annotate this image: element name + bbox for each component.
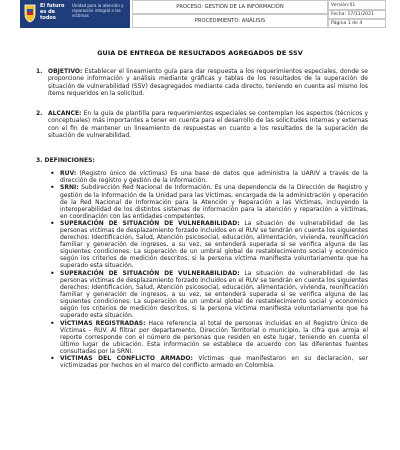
definition-term: VÍCTIMAS REGISTRADAS:	[60, 319, 146, 327]
version-cell: Versión:01	[328, 0, 386, 10]
document-header	[20, 0, 386, 37]
coat-of-arms-icon	[23, 3, 37, 23]
definition-term: SUPERACIÓN DE SITUACIÓN DE VULNERABILIDAD:	[60, 220, 240, 228]
definition-item	[60, 170, 368, 184]
definition-item	[60, 355, 368, 369]
definition-term: RUV:	[60, 170, 77, 177]
document-title: GUIA DE ENTREGA DE RESULTADOS AGREGADOS DE SSV	[97, 49, 303, 57]
definition-text: La situación de vulnerabilidad de las personas víctimas de desplazamiento forzado incluidos en el RUV se tendrán en cuenta los siguientes derechos: Identificación, Salud, Atención psicosocial, educación, alimentación, vivienda, reunificación familiar y generación de ingresos, a su vez, se entenderá superada si se verifica alguna de las siguientes condiciones: La superación de un umbral global de restablecimiento social y económico según los criterios de medición descritos, si la persona víctima manifiesta voluntariamente que ha superado esta situación.	[60, 220, 368, 270]
definition-term: VÍCTIMAS DEL CONFLICTO ARMADO:	[60, 355, 193, 363]
definition-text: (Registro único de víctimas) Es una base de datos que administra la UARIV a través de la dirección de registro y gestión de la información.	[60, 170, 368, 185]
definition-text: Víctimas que manifestaron en su declaración, ser victimizadas por hechos en el marco del conflicto armado en Colombia.	[60, 355, 368, 370]
section-number: 1.	[36, 68, 43, 75]
definition-term: SUPERACIÓN DE SITUACIÓN DE VULNERABILIDAD:	[60, 269, 240, 277]
section-alcance	[36, 110, 368, 139]
definition-item	[60, 220, 368, 269]
definition-text: Hace referencia al total de personas incluidas en el Registro Único de Víctimas - RUV. Al filtrar por departamento, Dirección Territorial o municipio, la cifra que arroja el reporte corresponde con el número de personas que residen en este lugar, teniendo en cuenta el último lugar de ubicación. Esta información se establece de acuerdo con las diferentes fuentes consultadas por la SRNI.	[60, 319, 368, 355]
section-number: 2.	[36, 110, 43, 117]
section-text: En la guía de plantilla para requerimientos especiales se contemplan los aspectos (técnicos y conceptuales) más importantes a tener en cuenta para el desarrollo de las solicitudes internas y externas con el fin de mantener un lineamiento de respuestas en cuanto a los resultados de la superación de situación de vulnerabilidad.	[48, 110, 368, 139]
section-body	[48, 68, 368, 97]
definition-text: Subdirección Red Nacional de Información. Es una dependencia de la Dirección de Registro y gestión de la Información de la Unidad para las Víctimas, encargada de la administración y operación de la Red Nacional de Información para la Atención y Reparación a las Víctimas, incluyendo la interoperabilidad de los distintos sistemas de información para la atención y reparación a víctimas, en coordinación con las entidades competentes.	[60, 184, 368, 220]
date-cell: Fecha: 17/11/2021	[328, 10, 386, 19]
definition-term: SRNI:	[60, 184, 79, 192]
logo-entity-name: Unidad para la atención y reparación integral a las víctimas	[72, 3, 124, 18]
section-label: OBJETIVO:	[48, 68, 83, 75]
section-body	[48, 110, 368, 139]
section-text: Establecer el lineamiento guía para dar respuesta a los requerimientos especiales, donde se proporcione información y análisis mediante gráficas y tablas de los resultados de la superación de situación de vulnerabilidad (SSV) desagregados mediante cada directo, teniendo en cuenta así mismo los ítems requeridos en la solicitud.	[48, 68, 368, 97]
definitions-list	[60, 170, 368, 370]
government-logo	[20, 0, 130, 28]
section-label: ALCANCE:	[48, 110, 82, 117]
definitions-heading: 3. DEFINICIONES:	[36, 157, 95, 164]
definition-item	[60, 320, 368, 355]
definition-item	[60, 184, 368, 219]
process-cell: PROCESO: GESTIÓN DE LA INFORMACIÓN	[132, 0, 328, 14]
section-objetivo	[36, 68, 368, 97]
page-number-cell: Página 1 de 4	[328, 19, 386, 28]
definition-item	[60, 270, 368, 319]
definition-text: La situación de vulnerabilidad de las personas víctimas de desplazamiento forzado incluidos en el RUV se tendrán en cuenta los siguientes derechos: Identificación, Salud, Atención psicosocial, educación, alimentación, vivienda, reunificación familiar y generación de ingresos, a su vez, se entenderá superada si se verifica alguna de las siguientes condiciones: La superación de un umbral global de restablecimiento social y económico según los criterios de medición descritos, si la persona víctima manifiesta voluntariamente que ha superado esta situación.	[60, 269, 368, 320]
logo-slogan: El futuro es de todos	[40, 3, 65, 21]
procedure-cell: PROCEDIMIENTO: ANÁLISIS	[132, 14, 328, 28]
